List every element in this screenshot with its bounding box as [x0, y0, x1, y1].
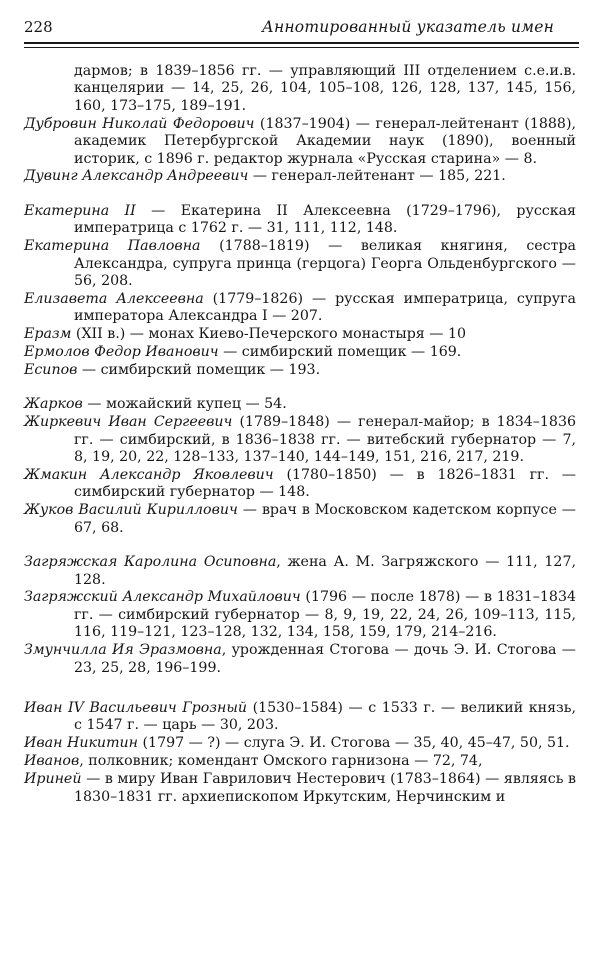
index-entry: Иван IV Васильевич Грозный (1530–1584) — с 1533 г. — великий князь, с 1547 г. — царь — 30, 203.: [24, 700, 576, 734]
entry-name: Екатерина Павловна: [24, 238, 201, 255]
entry-name: Иван IV Васильевич Грозный: [24, 700, 248, 716]
entry-name: Жиркевич Иван Сергеевич: [24, 414, 233, 431]
index-entry: Есипов — симбирский помещик — 193.: [24, 362, 321, 378]
entry-name: Жмакин Александр Яковлевич: [24, 467, 274, 484]
entry-name: Иван Никитин: [24, 735, 138, 752]
header-rule-thick: [24, 42, 579, 44]
entry-name: Дувинг Александр Андреевич: [24, 168, 249, 185]
index-entry: Елизавета Алексеевна (1779–1826) — русская императрица, супруга императора Александра I — 207.: [24, 290, 576, 325]
index-entry: Змунчилла Ия Эразмовна, урожденная Стогова — дочь Э. И. Стогова — 23, 25, 28, 196–199.: [24, 642, 576, 676]
index-body: [24, 63, 576, 806]
index-entry: Екатерина Павловна (1788–1819) — великая княгиня, сестра Александра, супруга принца (герцога) Георга Ольденбургского — 56, 208.: [24, 238, 576, 289]
running-title: Аннотированный указатель имен: [262, 18, 554, 36]
index-entry: Дувинг Александр Андреевич — генерал-лейтенант — 185, 221.: [24, 168, 506, 185]
entry-name: Ириней: [24, 771, 82, 788]
index-entry: Жуков Василий Кириллович — врач в Московском кадетском корпусе — 67, 68.: [24, 502, 576, 536]
header-rule-thin: [24, 47, 579, 48]
entry-name: Елизавета Алексеевна: [24, 290, 204, 307]
entry-name: Загряжский Александр Михайлович: [24, 589, 301, 606]
entry-name: Дубровин Николай Федорович: [24, 115, 255, 132]
entry-name: Иванов: [24, 753, 80, 770]
entry-name: Жуков Василий Кириллович: [24, 502, 238, 519]
index-entry: Еразм (XII в.) — монах Киево-Печерского монастыря — 10: [24, 326, 467, 343]
index-entry: Жарков — можайский купец — 54.: [24, 396, 287, 413]
index-entry: Дубровин Николай Федорович (1837–1904) — генерал-лейтенант (1888), академик Петербургской Академии наук (1890), военный историк, с 1896 г. редактор журнала «Русская старина» — 8.: [24, 115, 576, 167]
index-entry: Загряжская Каролина Осиповна, жена А. М. Загряжского — 111, 127, 128.: [24, 554, 576, 588]
entry-name: Есипов: [24, 362, 78, 378]
index-entry: Жиркевич Иван Сергеевич (1789–1848) — генерал-майор; в 1834–1836 гг. — симбирский, в 1836–1838 гг. — витебский губернатор — 7, 8, 19, 20, 22, 128–133, 137–140, 144–149, 151, 216, 217, 219.: [24, 414, 576, 466]
index-entry: Загряжский Александр Михайлович (1796 — после 1878) — в 1831–1834 гг. — симбирский губернатор — 8, 9, 19, 22, 24, 26, 109–113, 115, 116, 119–121, 123–128, 132, 134, 158, 159, 179, 214–216.: [24, 589, 576, 641]
index-entry: Иванов, полковник; комендант Омского гарнизона — 72, 74,: [24, 753, 483, 770]
index-entry: Ириней — в миру Иван Гаврилович Нестерович (1783–1864) — являясь в 1830–1831 гг. архиепископом Иркутским, Нерчинским и: [24, 771, 576, 805]
index-entry: Жмакин Александр Яковлевич (1780–1850) — в 1826–1831 гг. — симбирский губернатор — 148.: [24, 467, 576, 501]
page-number: 228: [24, 18, 53, 36]
entry-name: Еразм: [24, 326, 72, 343]
entry-name: Ермолов Федор Иванович: [24, 344, 219, 361]
entry-name: Загряжская Каролина Осиповна: [24, 554, 277, 571]
entry-name: Екатерина II: [24, 202, 136, 219]
entry-name: Жарков: [24, 396, 83, 413]
index-entry: дармов; в 1839–1856 гг. — управляющий III отделением с.е.и.в. канцелярии — 14, 25, 26, 104, 105–108, 126, 128, 137, 145, 156, 160, 173–175, 189–191.: [74, 63, 576, 114]
index-entry: Иван Никитин (1797 — ?) — слуга Э. И. Стогова — 35, 40, 45–47, 50, 51.: [24, 735, 570, 752]
index-entry: Ермолов Федор Иванович — симбирский помещик — 169.: [24, 344, 462, 361]
entry-name: Змунчилла Ия Эразмовна: [24, 642, 222, 659]
index-entry: Екатерина II — Екатерина II Алексеевна (1729–1796), русская императрица с 1762 г. — 31, 111, 112, 148.: [24, 202, 576, 237]
page-header: [24, 16, 576, 40]
